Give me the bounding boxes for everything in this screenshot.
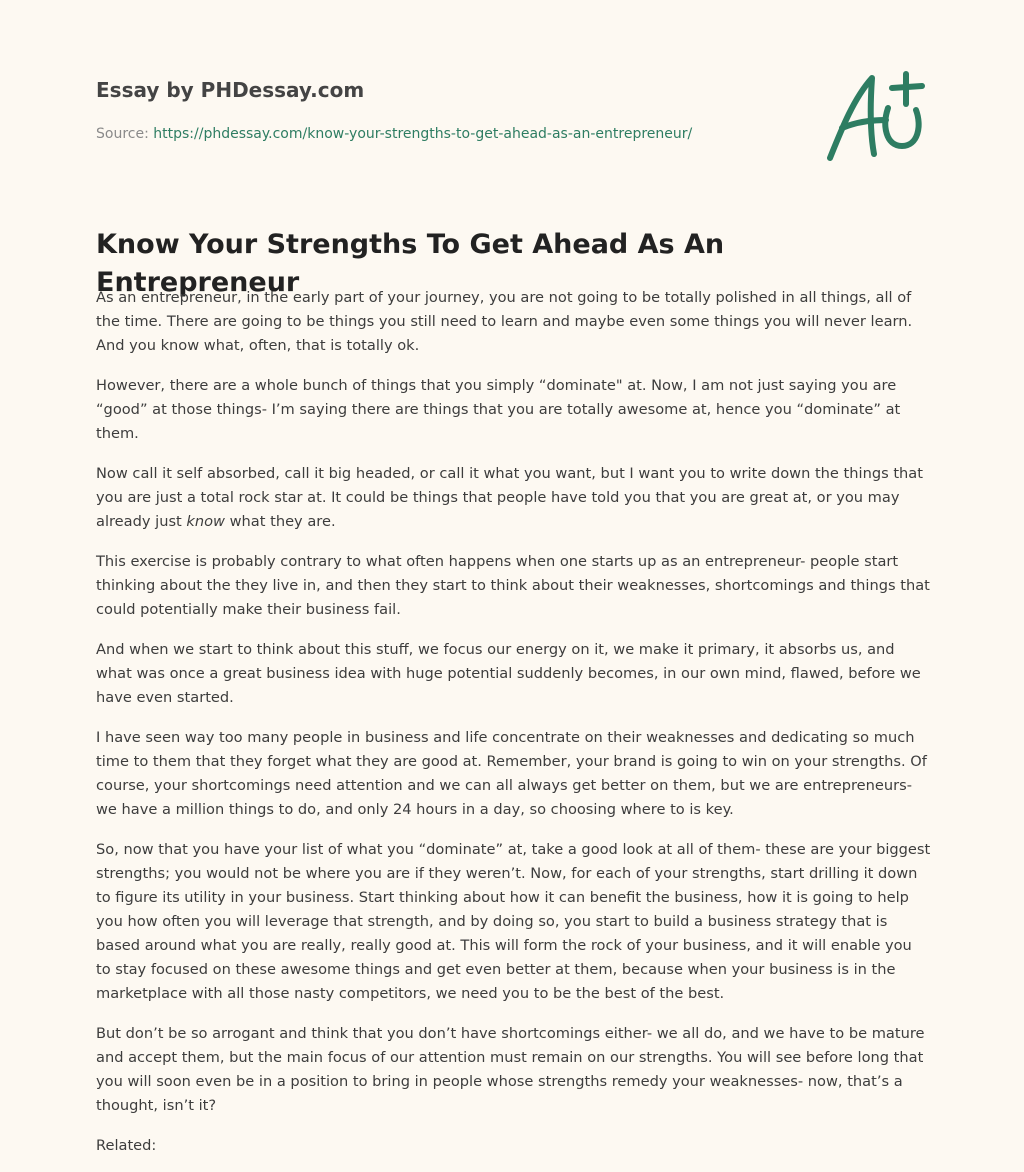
paragraph: However, there are a whole bunch of things that you simply “dominate" at. Now, I am not just saying you are “good” at those things- I’m saying there are things that you are totally awesome at, hence you “dominate” at them. xyxy=(96,377,901,442)
paragraph: So, now that you have your list of what you “dominate” at, take a good look at all of them- these are your biggest strengths; you would not be where you are if they weren’t. Now, for each of your strengths, start drilling it down to figure its utility in your business. Start thinking about how it can benefit the business, how it is going to help you how often you will leverage that strength, and by doing so, you start to build a business strategy that is based around what you are really, really good at. This will form the rock of your business, and it will enable you to stay focused on these awesome things and get even better at them, because when your business is in the marketplace with all those nasty competitors, we need you to be the best of the best. xyxy=(96,841,931,1002)
source-label: Source: xyxy=(96,126,149,142)
paragraph: And when we start to think about this stuff, we focus our energy on it, we make it primary, it absorbs us, and what was once a great business idea with huge potential suddenly becomes, in our own mind, flawed, before we have even started. xyxy=(96,641,921,706)
source-line xyxy=(96,124,796,144)
paragraph-text: Now call it self absorbed, call it big headed, or call it what you want, but I want you to write down the things that you are just a total rock star at. It could be things that people have told you that you are great at, or you may already just xyxy=(96,465,923,530)
article-title: Know Your Strengths To Get Ahead As An Entrepreneur xyxy=(96,229,725,298)
article-body xyxy=(96,286,931,1158)
page-header xyxy=(96,76,796,144)
paragraph: As an entrepreneur, in the early part of your journey, you are not going to be totally polished in all things, all of the time. There are going to be things you still need to learn and maybe even some things you will never learn. And you know what, often, that is totally ok. xyxy=(96,289,913,354)
site-brand: Essay by PHDessay.com xyxy=(96,78,365,102)
paragraph: This exercise is probably contrary to what often happens when one starts up as an entrepreneur- people start thinking about the they live in, and then they start to think about their weaknesses, shortcomings and things that could potentially make their business fail. xyxy=(96,553,930,618)
paragraph xyxy=(96,462,931,534)
source-link[interactable]: https://phdessay.com/know-your-strengths-to-get-ahead-as-an-entrepreneur/ xyxy=(153,126,693,142)
paragraph: I have seen way too many people in business and life concentrate on their weaknesses and dedicating so much time to them that they forget what they are good at. Remember, your brand is going to win on your strengths. Of course, your shortcomings need attention and we can all always get better on them, but we are entrepreneurs- we have a million things to do, and only 24 hours in a day, so choosing where to is key. xyxy=(96,729,927,818)
related-label: Related: xyxy=(96,1137,157,1154)
paragraph-text: what they are. xyxy=(224,513,336,530)
emphasis-text: know xyxy=(186,513,225,530)
paragraph: But don’t be so arrogant and think that you don’t have shortcomings either- we all do, and we have to be mature and accept them, but the main focus of our attention must remain on our strengths. You will see before long that you will soon even be in a position to bring in people whose strengths remedy your weaknesses- now, that’s a thought, isn’t it? xyxy=(96,1025,925,1114)
a-plus-logo-icon xyxy=(820,66,930,166)
